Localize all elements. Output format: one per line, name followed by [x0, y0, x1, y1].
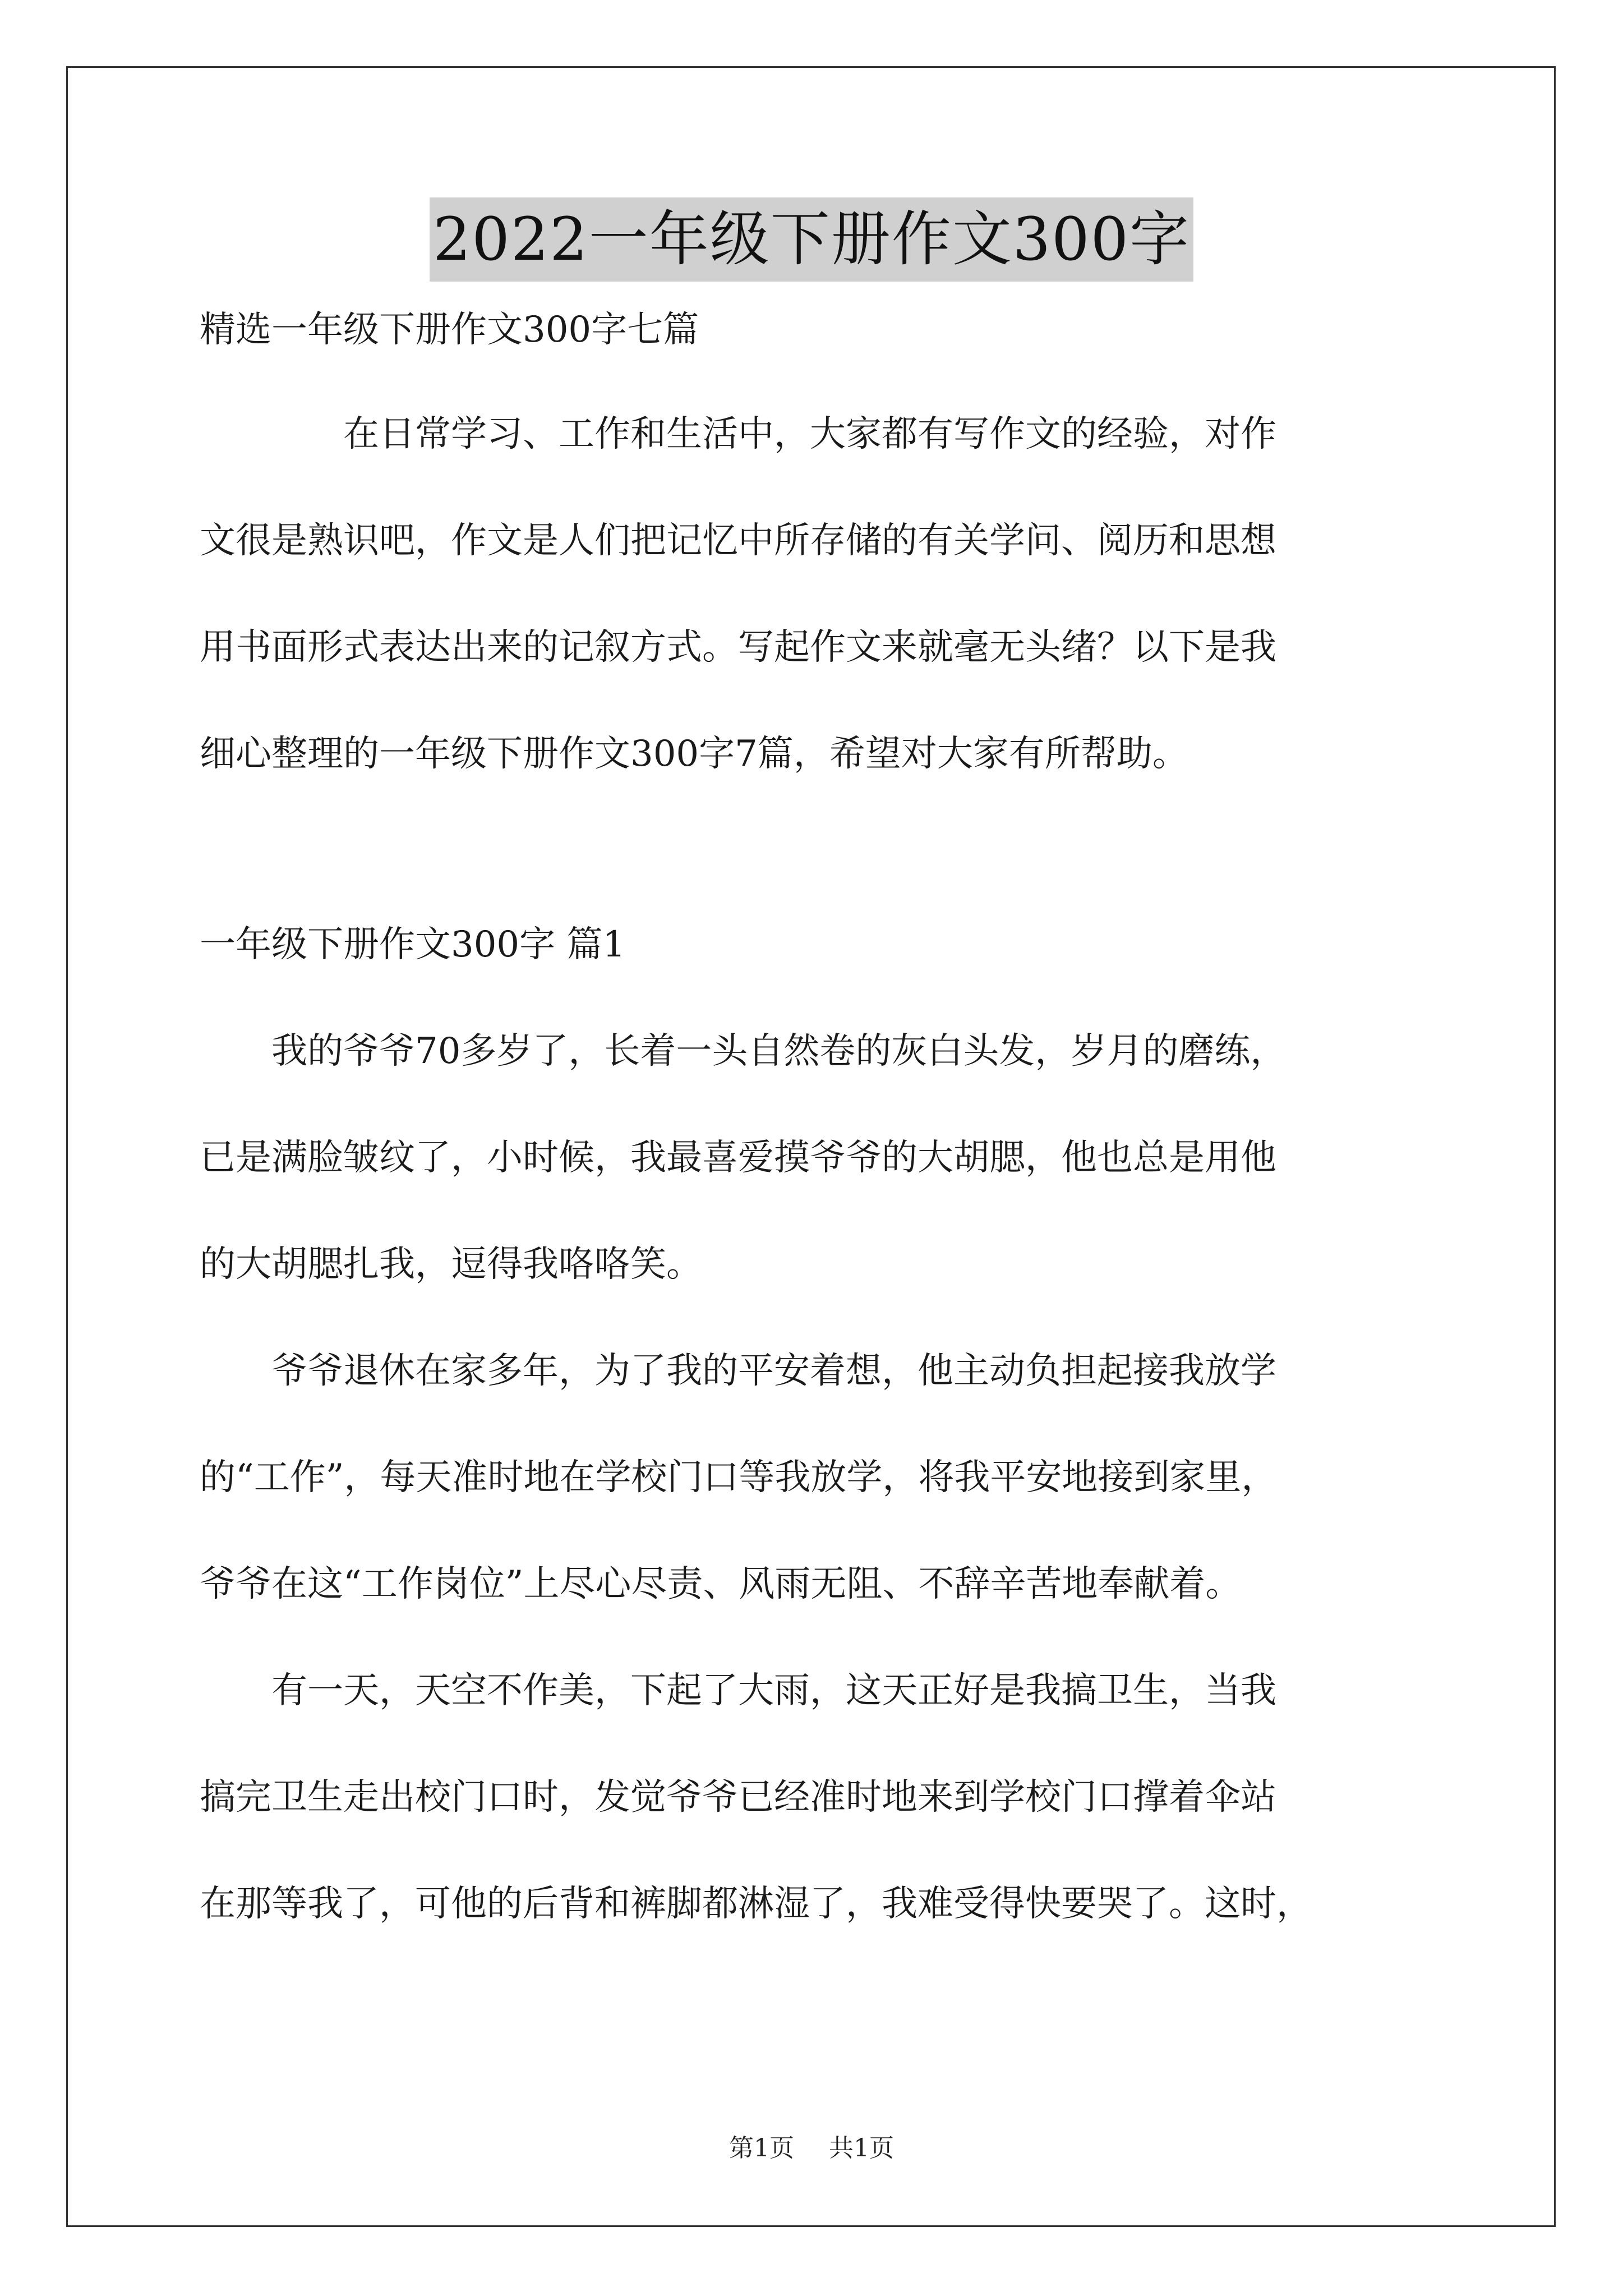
page-total: 共1页 [829, 2134, 894, 2162]
document-body [200, 303, 1433, 1984]
text-line: 爷爷在这“工作岗位”上尽心尽责、风雨无阻、不辞辛苦地奉献着。 [200, 1563, 1242, 1605]
page-number: 第1页 [729, 2134, 794, 2162]
text-line: 搞完卫生走出校门口时，发觉爷爷已经准时地来到学校门口撑着伞站 [200, 1777, 1276, 1818]
text-line: 用书面形式表达出来的记叙方式。写起作文来就毫无头绪？以下是我 [200, 627, 1276, 668]
title-container [0, 197, 1623, 282]
text-line: 已是满脸皱纹了，小时候，我最喜爱摸爷爷的大胡腮，他也总是用他 [200, 1137, 1276, 1179]
section-spacer [200, 834, 1433, 918]
text-line: 在那等我了，可他的后背和裤脚都淋湿了，我难受得快要哭了。这时， [200, 1883, 1312, 1925]
text-line: 我的爷爷70多岁了，长着一头自然卷的灰白头发，岁月的磨练， [200, 1030, 1287, 1072]
text-line: 有一天，天空不作美，下起了大雨，这天正好是我搞卫生，当我 [200, 1670, 1276, 1711]
section-heading: 一年级下册作文300字 篇1 [200, 924, 626, 965]
text-line: 的“工作”，每天准时地在学校门口等我放学，将我平安地接到家里， [200, 1457, 1278, 1498]
page-footer [0, 2132, 1623, 2165]
text-line: 的大胡腮扎我，逗得我咯咯笑。 [200, 1244, 702, 1285]
text-line: 细心整理的一年级下册作文300字7篇，希望对大家有所帮助。 [200, 733, 1188, 775]
section-body [200, 1024, 1433, 1931]
text-line: 文很是熟识吧，作文是人们把记忆中所存储的有关学问、阅历和思想 [200, 520, 1276, 562]
document-subtitle: 精选一年级下册作文300字七篇 [200, 309, 699, 351]
intro-paragraph [200, 407, 1433, 781]
text-line: 在日常学习、工作和生活中，大家都有写作文的经验，对作 [200, 413, 1276, 455]
text-line: 爷爷退休在家多年，为了我的平安着想，他主动负担起接我放学 [200, 1350, 1276, 1392]
document-title: 2022一年级下册作文300字 [430, 197, 1193, 282]
